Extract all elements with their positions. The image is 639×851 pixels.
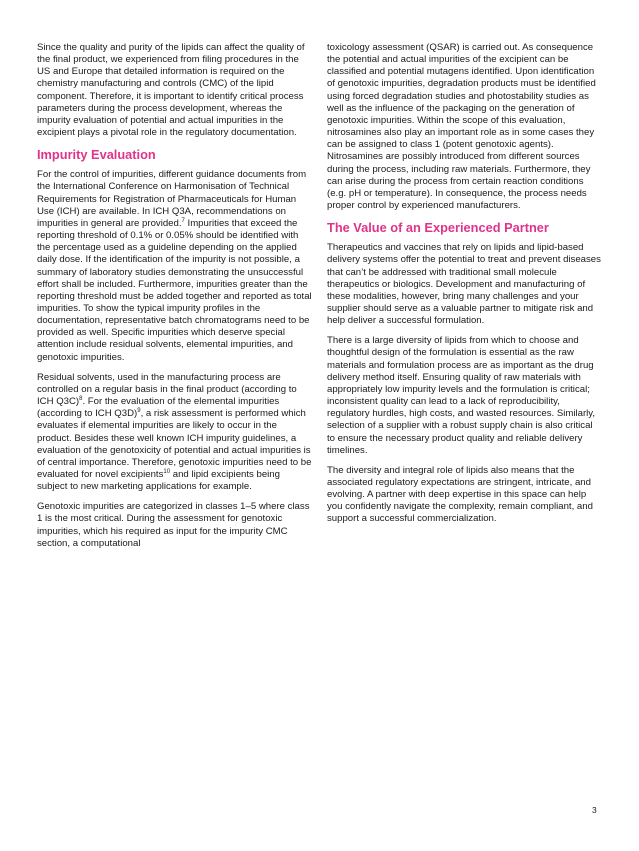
footnote-ref: 10 bbox=[163, 468, 171, 475]
lipid-diversity-paragraph: There is a large diversity of lipids from which to choose and thoughtful design of the formulation is essential as the raw materials and formulation process are as important as the drug delivery method itself. Ensuring quality of raw materials with appropriately low impurity levels and the formulation is critical; inconsistent quality can lead to a lack of reproducibility, regulatory hurdles, high costs, and wasted resources. Similarly, selection of a supplier with a robust supply chain is also critical to ensure the necessary product quality and reliable delivery timelines. bbox=[327, 335, 596, 456]
text-span: , a risk assessment is performed which evaluates if elemental impurities are likely to occur in the product. Besides these well known ICH impurity guidelines, a evaluation of the genotoxicity of potential and actual impurities is of central importance. Therefore, genotoxic impurities need to be evaluated for novel excipients bbox=[37, 408, 312, 480]
left-column bbox=[37, 42, 313, 558]
text-span: . For the evaluation of the elemental impurities (according to ICH Q3D) bbox=[37, 396, 280, 420]
footnote-ref: 7 bbox=[181, 217, 185, 224]
therapeutics-paragraph: Therapeutics and vaccines that rely on lipids and lipid-based delivery systems offer the potential to treat and prevent diseases that can’t be addressed with traditional small molecule therapeutics or biologics. Development and manufacturing of these modalities, however, bring many challenges and your supplier should serve as a valuable partner to mitigate risk and help deliver a successful formulation. bbox=[327, 242, 601, 327]
footnote-ref: 9 bbox=[137, 408, 141, 415]
residual-solvents-paragraph bbox=[37, 372, 313, 494]
section-heading-experienced-partner: The Value of an Experienced Partner bbox=[327, 220, 549, 236]
ich-guidance-paragraph bbox=[37, 169, 313, 364]
right-column bbox=[327, 42, 603, 534]
regulatory-paragraph: The diversity and integral role of lipids also means that the associated regulatory expectations are stringent, intricate, and evolving. A partner with deep expertise in this space can help you confidently navigate the complexity, remain compliant, and support a successful commercialization. bbox=[327, 464, 593, 525]
intro-paragraph: Since the quality and purity of the lipids can affect the quality of the final product, we experienced from filing procedures in the US and Europe that detailed information is required on the chemistry manufacturing and controls (CMC) of the lipid component. Therefore, it is important to identify critical process parameters during the process development, whereas the impurity evaluation of potential and actual impurities in the excipient plays a pivotal role in the regulatory documentation. bbox=[37, 42, 305, 139]
text-span: Residual solvents, used in the manufacturing process are controlled on a regular basis in the final product (according to ICH Q3C) bbox=[37, 371, 297, 408]
page-number: 3 bbox=[592, 805, 597, 815]
qsar-paragraph: toxicology assessment (QSAR) is carried out. As consequence the potential and actual impurities of the excipient can be classified and potential mutagens identified. Upon identification of genotoxic impurities, degradation products must be identified using forced degradation studies and photostability studies as well as the influence of the packaging on the generation of genotoxic impurities. Within the scope of this evaluation, nitrosamines also play an important role as in some cases they can be assigned to class 1 (potent genotoxic agents). Nitrosamines are possibly introduced from different sources during the process, including raw materials. Furthermore, they can arise during the process from certain reaction conditions (e.g. pH or temperature). In consequence, the process needs proper control by experienced manufacturers. bbox=[327, 42, 596, 212]
footnote-ref: 8 bbox=[79, 395, 83, 402]
genotoxic-classes-paragraph: Genotoxic impurities are categorized in classes 1–5 where class 1 is the most critical. During the assessment for genotoxic impurities, which his required as input for the impurity CMC section, a computational bbox=[37, 501, 310, 549]
text-span: For the control of impurities, different guidance documents from the International Conference on Harmonisation of Technical Requirements for Registration of Pharmaceuticals for Human Use (ICH) are available. In ICH Q3A, recommendations on impurities in general are provided. bbox=[37, 169, 307, 229]
text-span: and lipid excipients being subject to new marketing applications for example. bbox=[37, 469, 280, 493]
text-span: Impurities that exceed the reporting threshold of 0.1% or 0.05% should be identified with the percentage used as a guideline depending on the applied daily dose. If the identification of the impurity is not possible, a summary of laboratory studies demonstrating the unsuccessful effort shall be included. Furthermore, impurities greater than the reporting threshold must be added together and reported as total impurities. To show the typical impurity profiles in the documentation, representative batch chromatograms need to be provided as well. Specific impurities which deserve special attention include residual solvents, elemental impurities, and genotoxic impurities. bbox=[37, 217, 312, 363]
section-heading-impurity-evaluation: Impurity Evaluation bbox=[37, 147, 156, 163]
